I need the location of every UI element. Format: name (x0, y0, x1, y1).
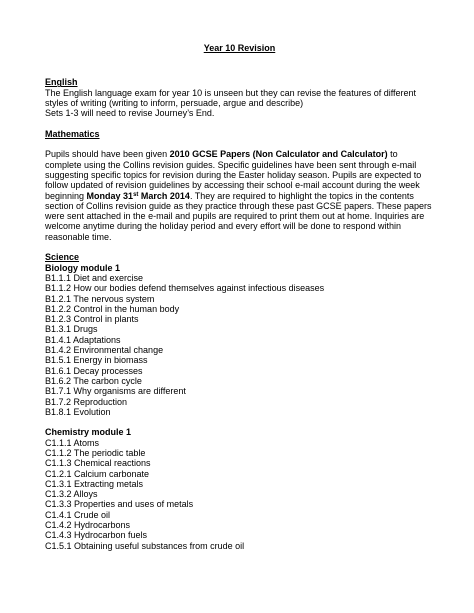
maths-date-day: Monday 31 (86, 190, 134, 201)
english-section (45, 77, 434, 118)
list-item: B1.5.1 Energy in biomass (45, 355, 148, 366)
maths-date-month: March 2014 (138, 190, 190, 201)
mathematics-heading: Mathematics (45, 128, 100, 139)
biology-topic-list (45, 273, 434, 417)
list-item: B1.2.3 Control in plants (45, 314, 139, 325)
mathematics-section (45, 129, 434, 242)
list-item: C1.5.1 Obtaining useful substances from crude oil (45, 540, 245, 551)
list-item: C1.1.2 The periodic table (45, 447, 146, 458)
english-line-1: The English language exam for year 10 is unseen but they can revise the features of different styles of writing (writing to inform, persuade, argue and describe) (45, 87, 417, 108)
list-item: B1.7.1 Why organisms are different (45, 386, 186, 397)
list-item: C1.4.2 Hydrocarbons (45, 520, 131, 531)
list-item: B1.4.1 Adaptations (45, 334, 121, 345)
maths-date-bold (87, 191, 190, 201)
chemistry-heading: Chemistry module 1 (45, 427, 132, 438)
list-item: B1.7.2 Reproduction (45, 396, 128, 407)
list-item: C1.3.3 Properties and uses of metals (45, 499, 194, 510)
maths-text-c: . They are required to highlight the topics in the contents section of Collins revision guide as they practice through these past GCSE papers. These papers were sent attached in the e-mail and pupils are required to print them out at home. Inquiries are welcome anytime during the holiday period and every effort will be done to respond within reasonable time. (45, 190, 432, 242)
list-item: B1.1.2 How our bodies defend themselves against infectious diseases (45, 283, 325, 294)
list-item: B1.3.1 Drugs (45, 324, 98, 335)
maths-text-a: Pupils should have been given (45, 149, 170, 160)
chemistry-topic-list (45, 438, 434, 551)
document-title: Year 10 Revision (203, 43, 276, 53)
list-item: B1.6.1 Decay processes (45, 365, 143, 376)
list-item: C1.3.1 Extracting metals (45, 478, 144, 489)
mathematics-paragraph (45, 149, 434, 242)
list-item: B1.6.2 The carbon cycle (45, 375, 142, 386)
list-item: C1.4.3 Hydrocarbon fuels (45, 530, 148, 541)
list-item: B1.8.1 Evolution (45, 406, 111, 417)
list-item: C1.1.1 Atoms (45, 437, 100, 448)
list-item: C1.3.2 Alloys (45, 489, 98, 500)
list-item: C1.2.1 Calcium carbonate (45, 468, 150, 479)
maths-text-b: to complete using the Collins revision guides. Specific guidelines have been sent through e-mail suggesting specific topics for revision during the Easter holiday season. Pupils are expected to follow updated of revision guidelines by accessing their school e-mail account during the week beginning (45, 149, 422, 201)
list-item: B1.4.2 Environmental change (45, 345, 164, 356)
list-item: B1.2.1 The nervous system (45, 293, 155, 304)
science-section (45, 252, 434, 551)
english-heading: English (45, 77, 78, 88)
list-item: C1.4.1 Crude oil (45, 509, 111, 520)
list-item: C1.1.3 Chemical reactions (45, 458, 151, 469)
list-item: B1.1.1 Diet and exercise (45, 272, 144, 283)
maths-date-suffix: st (133, 191, 139, 198)
english-line-2: Sets 1-3 will need to revise Journey’s End. (45, 108, 215, 119)
list-item: B1.2.2 Control in the human body (45, 303, 180, 314)
biology-heading: Biology module 1 (45, 262, 121, 273)
maths-papers-bold: 2010 GCSE Papers (Non Calculator and Calculator) (169, 149, 388, 160)
science-heading: Science (45, 252, 80, 263)
